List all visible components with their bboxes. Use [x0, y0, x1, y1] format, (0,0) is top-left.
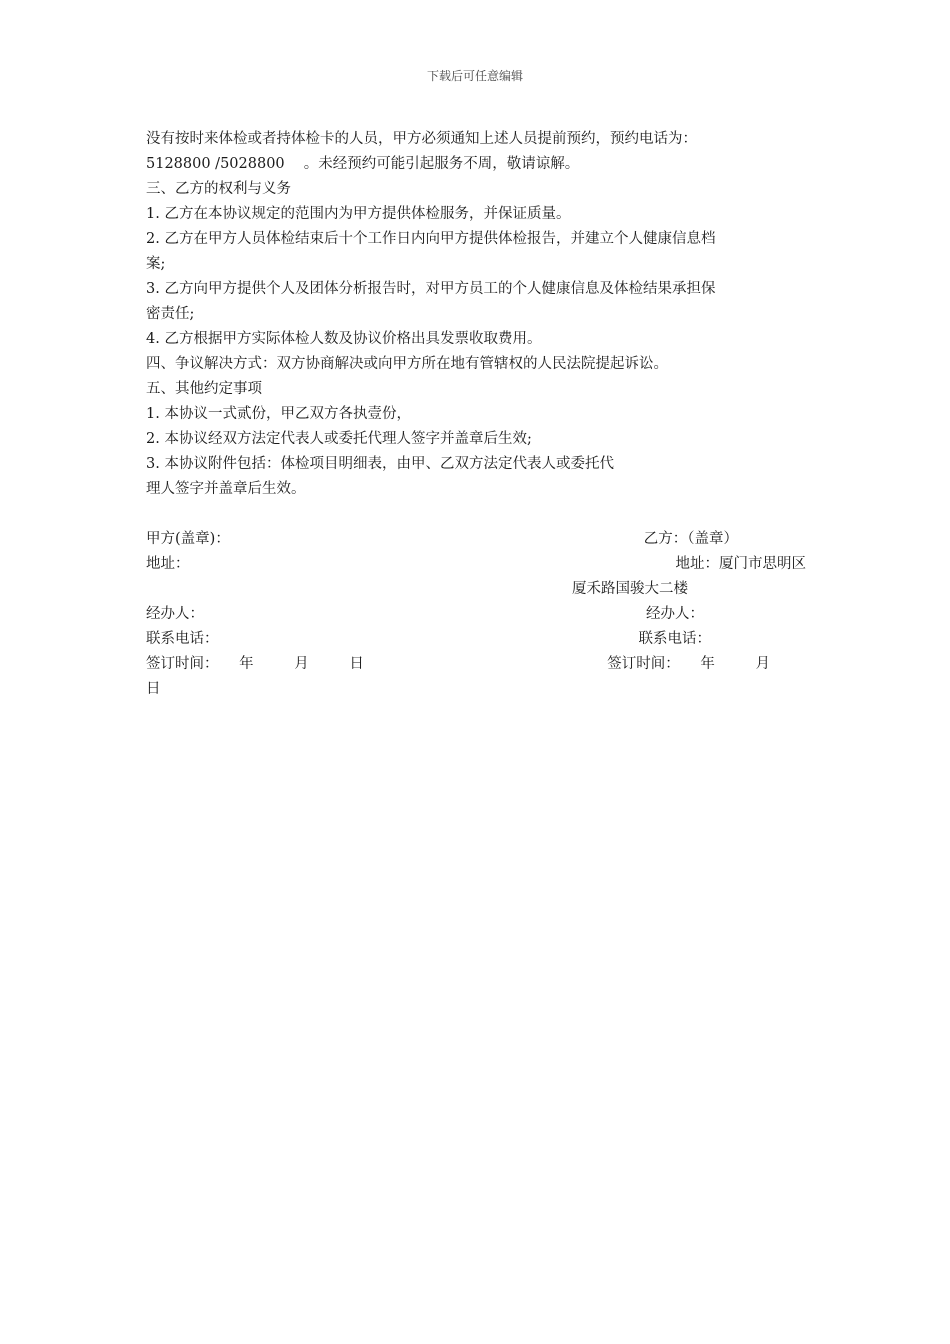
clause-5-3: 3. 本协议附件包括：体检项目明细表，由甲、乙双方法定代表人或委托代: [146, 456, 614, 472]
section-heading-4: 四、争议解决方式：双方协商解决或向甲方所在地有管辖权的人民法院提起诉讼。: [146, 356, 668, 372]
party-a-address-label: 地址：: [146, 556, 190, 572]
trailing-day: 日: [146, 681, 161, 697]
signature-handler-row: [146, 602, 808, 627]
party-a-phone-label: 联系电话：: [146, 631, 219, 647]
party-a-date-day: 日: [349, 656, 364, 672]
signature-address-row: [146, 552, 808, 577]
party-b-date: [607, 652, 770, 677]
signature-stamp-row: [146, 527, 808, 552]
party-b-stamp-label: 乙方：（盖章）: [643, 531, 738, 547]
party-b-address: 地址：厦门市思明区: [675, 556, 806, 572]
section-heading-5: 五、其他约定事项: [146, 381, 262, 397]
party-b-address-line2: 厦禾路国骏大二楼: [572, 581, 688, 597]
party-b-date-label: 签订时间：: [607, 656, 680, 672]
party-b-date-month: 月: [755, 656, 770, 672]
clause-5-1: 1. 本协议一式贰份，甲乙双方各执壹份，: [146, 406, 411, 422]
spacer: [146, 502, 808, 527]
body-line-1: 没有按时来体检或者持体检卡的人员，甲方必须通知上述人员提前预约，预约电话为：: [146, 131, 697, 147]
body-line-phone: 5128800 /5028800 。未经预约可能引起服务不周，敬请谅解。: [146, 156, 580, 172]
clause-3-1: 1. 乙方在本协议规定的范围内为甲方提供体检服务，并保证质量。: [146, 206, 571, 222]
signature-phone-row: [146, 627, 808, 652]
clause-3-4: 4. 乙方根据甲方实际体检人数及协议价格出具发票收取费用。: [146, 331, 542, 347]
clause-3-2: 2. 乙方在甲方人员体检结束后十个工作日内向甲方提供体检报告，并建立个人健康信息档: [146, 231, 716, 247]
party-a-stamp-label: 甲方(盖章)：: [146, 531, 230, 547]
party-a-date-year: 年: [239, 656, 254, 672]
section-heading-3: 三、乙方的权利与义务: [146, 181, 291, 197]
party-b-handler-label: 经办人：: [646, 606, 704, 622]
party-a-date: [146, 652, 364, 677]
party-a-handler-label: 经办人：: [146, 606, 204, 622]
document-body: [146, 127, 808, 702]
clause-5-2: 2. 本协议经双方法定代表人或委托代理人签字并盖章后生效;: [146, 431, 532, 447]
page-header: 下载后可任意编辑: [426, 69, 523, 83]
party-a-date-month: 月: [294, 656, 309, 672]
clause-3-2-cont: 案;: [146, 256, 166, 272]
signature-date-row: [146, 652, 808, 677]
party-a-date-label: 签订时间：: [146, 656, 219, 672]
signature-address-row-2: [146, 577, 808, 602]
party-b-phone-label: 联系电话：: [638, 631, 711, 647]
clause-3-3-cont: 密责任;: [146, 306, 195, 322]
clause-3-3: 3. 乙方向甲方提供个人及团体分析报告时，对甲方员工的个人健康信息及体检结果承担保: [146, 281, 716, 297]
party-b-date-year: 年: [700, 656, 715, 672]
clause-5-3-cont: 理人签字并盖章后生效。: [146, 481, 306, 497]
